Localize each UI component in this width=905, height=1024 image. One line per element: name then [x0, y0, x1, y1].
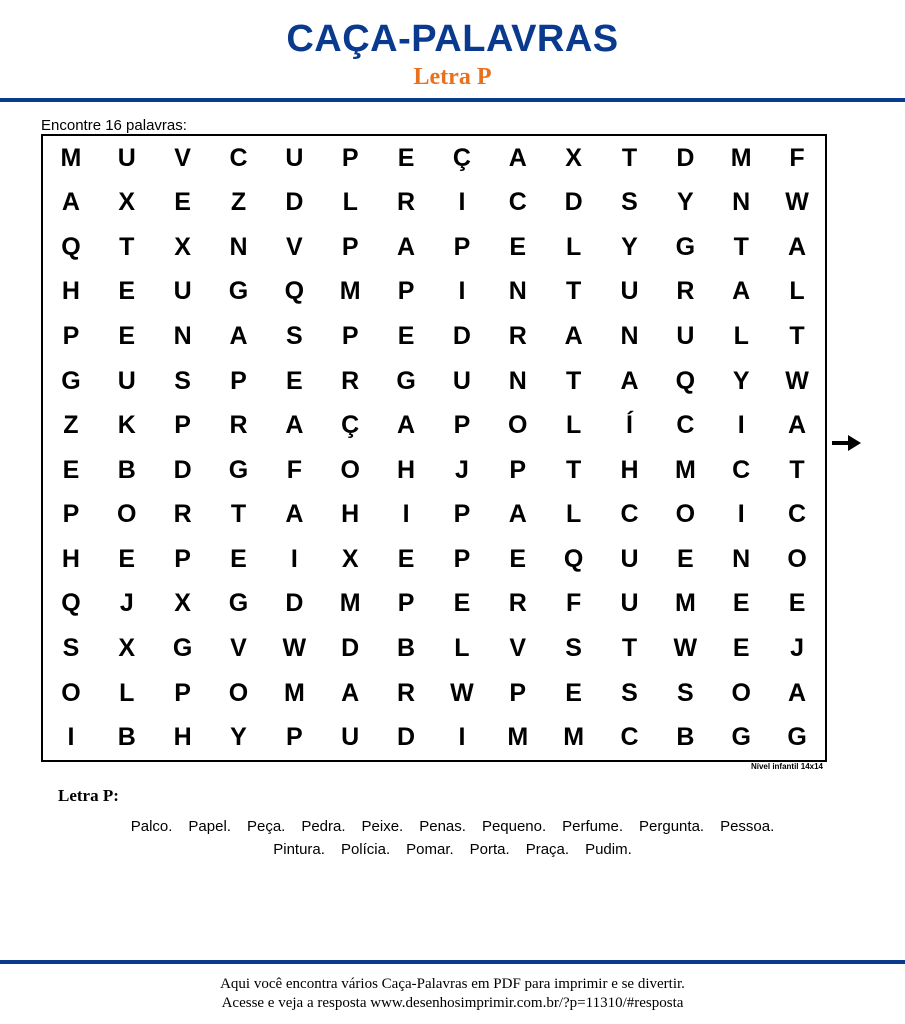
- grid-cell[interactable]: D: [452, 322, 471, 351]
- grid-cell[interactable]: E: [509, 544, 527, 573]
- word-item: Porta.: [469, 841, 510, 858]
- grid-cell[interactable]: Q: [61, 589, 81, 618]
- grid-cell[interactable]: A: [620, 366, 639, 395]
- grid-cell[interactable]: E: [732, 589, 750, 618]
- level-label: Nível infantil 14x14: [750, 762, 823, 771]
- grid-cell[interactable]: F: [286, 455, 302, 484]
- grid-cell[interactable]: M: [283, 678, 305, 707]
- grid-cell[interactable]: N: [620, 322, 639, 351]
- grid-cell[interactable]: L: [342, 188, 358, 217]
- grid-cell[interactable]: A: [508, 500, 527, 529]
- grid-cell[interactable]: P: [174, 678, 191, 707]
- grid-cell[interactable]: D: [676, 143, 695, 172]
- grid-cell[interactable]: G: [228, 277, 249, 306]
- word-item: Pessoa.: [720, 818, 775, 835]
- word-item: Palco.: [130, 818, 173, 835]
- word-list-line-2: [40, 838, 865, 861]
- top-divider: [0, 98, 905, 102]
- grid-cell[interactable]: O: [675, 500, 696, 529]
- grid-cell[interactable]: K: [117, 411, 136, 440]
- grid-cell[interactable]: V: [230, 634, 247, 663]
- grid-cell[interactable]: I: [458, 188, 466, 217]
- grid-cell[interactable]: O: [787, 544, 807, 573]
- grid-cell[interactable]: M: [674, 455, 696, 484]
- page-title: CAÇA-PALAVRAS: [286, 18, 619, 60]
- grid-cell[interactable]: A: [341, 678, 360, 707]
- grid-cell[interactable]: U: [117, 143, 136, 172]
- grid-cell[interactable]: Y: [677, 188, 694, 217]
- grid-cell[interactable]: R: [341, 366, 360, 395]
- grid-cell[interactable]: P: [341, 232, 359, 261]
- grid-cell[interactable]: A: [508, 143, 527, 172]
- grid-cell[interactable]: A: [61, 188, 80, 217]
- grid-cell[interactable]: T: [621, 634, 638, 663]
- word-list-line-1: [40, 815, 865, 838]
- grid-cell[interactable]: P: [286, 723, 303, 752]
- grid-cell[interactable]: B: [117, 455, 136, 484]
- grid-cell[interactable]: T: [230, 500, 247, 529]
- grid-cell[interactable]: A: [788, 411, 807, 440]
- letter-grid: [43, 136, 825, 760]
- word-item: Peixe.: [361, 818, 404, 835]
- grid-cell[interactable]: P: [397, 277, 415, 306]
- grid-cell[interactable]: E: [788, 589, 806, 618]
- grid-cell[interactable]: U: [341, 723, 360, 752]
- grid-cell[interactable]: X: [118, 188, 136, 217]
- grid-cell[interactable]: T: [565, 455, 582, 484]
- grid-cell[interactable]: P: [230, 366, 247, 395]
- word-item: Polícia.: [340, 841, 391, 858]
- grid-cell[interactable]: A: [788, 678, 807, 707]
- grid-cell[interactable]: U: [676, 322, 695, 351]
- grid-cell[interactable]: U: [285, 143, 304, 172]
- grid-cell[interactable]: H: [397, 455, 416, 484]
- grid-cell[interactable]: Y: [230, 723, 247, 752]
- grid-cell[interactable]: P: [62, 322, 80, 351]
- grid-cell[interactable]: X: [341, 544, 359, 573]
- word-search-board: [41, 134, 827, 762]
- grid-cell[interactable]: B: [676, 723, 695, 752]
- grid-cell[interactable]: Y: [732, 366, 750, 395]
- bottom-divider: [0, 960, 905, 964]
- grid-cell[interactable]: H: [61, 544, 80, 573]
- grid-cell[interactable]: D: [564, 188, 583, 217]
- grid-cell[interactable]: T: [565, 277, 582, 306]
- grid-cell[interactable]: V: [509, 634, 527, 663]
- footer: [0, 975, 905, 1013]
- grid-cell[interactable]: E: [397, 544, 415, 573]
- grid-cell[interactable]: J: [119, 589, 134, 618]
- grid-cell[interactable]: L: [454, 634, 470, 663]
- grid-cell[interactable]: E: [397, 322, 415, 351]
- grid-cell[interactable]: A: [564, 322, 583, 351]
- grid-cell[interactable]: T: [789, 322, 805, 351]
- grid-cell[interactable]: I: [402, 500, 410, 529]
- grid-cell[interactable]: M: [339, 277, 361, 306]
- grid-cell[interactable]: E: [174, 188, 191, 217]
- grid-cell[interactable]: X: [118, 634, 136, 663]
- grid-cell[interactable]: A: [229, 322, 248, 351]
- grid-cell[interactable]: V: [174, 143, 191, 172]
- grid-cell[interactable]: V: [286, 232, 303, 261]
- grid-cell[interactable]: U: [620, 544, 639, 573]
- grid-cell[interactable]: B: [117, 723, 136, 752]
- grid-cell[interactable]: O: [340, 455, 360, 484]
- grid-cell[interactable]: W: [673, 634, 698, 663]
- grid-cell[interactable]: D: [285, 589, 304, 618]
- grid-cell[interactable]: L: [789, 277, 805, 306]
- instruction-text: Encontre 16 palavras:: [41, 117, 187, 134]
- grid-cell[interactable]: E: [453, 589, 471, 618]
- grid-cell[interactable]: G: [172, 634, 193, 663]
- grid-cell[interactable]: N: [173, 322, 192, 351]
- grid-cell[interactable]: M: [339, 589, 361, 618]
- grid-cell[interactable]: D: [397, 723, 416, 752]
- grid-cell[interactable]: T: [789, 455, 805, 484]
- grid-cell[interactable]: R: [676, 277, 695, 306]
- grid-cell[interactable]: S: [621, 188, 638, 217]
- grid-cell[interactable]: H: [173, 723, 192, 752]
- grid-cell[interactable]: P: [397, 589, 415, 618]
- grid-cell[interactable]: S: [286, 322, 303, 351]
- word-item: Pequeno.: [481, 818, 547, 835]
- grid-cell[interactable]: G: [731, 723, 751, 752]
- grid-cell[interactable]: S: [62, 634, 80, 663]
- grid-cell[interactable]: T: [621, 143, 638, 172]
- grid-cell[interactable]: Q: [284, 277, 305, 306]
- grid-cell[interactable]: A: [732, 277, 751, 306]
- word-item: Perfume.: [562, 818, 624, 835]
- grid-cell[interactable]: U: [452, 366, 471, 395]
- grid-cell[interactable]: U: [620, 589, 639, 618]
- grid-cell[interactable]: O: [508, 411, 528, 440]
- grid-cell[interactable]: U: [620, 277, 639, 306]
- grid-cell[interactable]: S: [565, 634, 582, 663]
- grid-cell[interactable]: P: [509, 455, 527, 484]
- grid-cell[interactable]: A: [285, 411, 304, 440]
- grid-cell[interactable]: X: [565, 143, 582, 172]
- word-list: [40, 815, 865, 861]
- grid-cell[interactable]: W: [785, 188, 809, 217]
- grid-cell[interactable]: N: [508, 277, 527, 306]
- grid-cell[interactable]: M: [507, 723, 529, 752]
- grid-cell[interactable]: T: [733, 232, 749, 261]
- grid-cell[interactable]: U: [173, 277, 192, 306]
- grid-cell[interactable]: U: [117, 366, 136, 395]
- grid-cell[interactable]: C: [676, 411, 695, 440]
- grid-cell[interactable]: J: [790, 634, 805, 663]
- grid-cell[interactable]: R: [397, 678, 416, 707]
- grid-cell[interactable]: H: [620, 455, 639, 484]
- grid-cell[interactable]: G: [675, 232, 696, 261]
- grid-cell[interactable]: H: [341, 500, 360, 529]
- grid-cell[interactable]: O: [61, 678, 81, 707]
- grid-cell[interactable]: Z: [230, 188, 247, 217]
- grid-cell[interactable]: E: [677, 544, 694, 573]
- grid-cell[interactable]: S: [677, 678, 694, 707]
- word-item: Peça.: [246, 818, 286, 835]
- grid-cell[interactable]: I: [458, 723, 466, 752]
- grid-cell[interactable]: J: [454, 455, 469, 484]
- grid-cell[interactable]: Q: [563, 544, 584, 573]
- grid-cell[interactable]: E: [230, 544, 247, 573]
- grid-cell[interactable]: W: [785, 366, 809, 395]
- grid-cell[interactable]: O: [731, 678, 751, 707]
- grid-cell[interactable]: R: [508, 322, 527, 351]
- grid-cell[interactable]: L: [565, 500, 582, 529]
- grid-cell[interactable]: H: [61, 277, 80, 306]
- grid-cell[interactable]: P: [453, 500, 471, 529]
- grid-cell[interactable]: O: [117, 500, 137, 529]
- grid-cell[interactable]: G: [61, 366, 81, 395]
- grid-cell[interactable]: L: [565, 411, 582, 440]
- grid-cell[interactable]: L: [565, 232, 582, 261]
- grid-cell[interactable]: P: [174, 411, 191, 440]
- grid-cell[interactable]: F: [565, 589, 582, 618]
- grid-cell[interactable]: W: [282, 634, 307, 663]
- grid-cell[interactable]: C: [620, 500, 639, 529]
- word-item: Pudim.: [585, 841, 632, 858]
- grid-cell[interactable]: I: [737, 411, 745, 440]
- grid-cell[interactable]: E: [118, 544, 136, 573]
- word-item: Penas.: [419, 818, 466, 835]
- grid-cell[interactable]: W: [450, 678, 474, 707]
- footer-line-1: Aqui você encontra vários Caça-Palavras em PDF para imprimir e se divertir.: [220, 976, 685, 992]
- grid-cell[interactable]: I: [290, 544, 298, 573]
- grid-cell[interactable]: P: [509, 678, 527, 707]
- grid-cell[interactable]: B: [397, 634, 416, 663]
- page-subtitle: Letra P: [413, 64, 492, 90]
- grid-cell[interactable]: M: [60, 143, 82, 172]
- grid-cell[interactable]: Y: [621, 232, 638, 261]
- grid-cell[interactable]: N: [508, 366, 527, 395]
- grid-cell[interactable]: E: [509, 232, 527, 261]
- grid-cell[interactable]: E: [118, 322, 136, 351]
- grid-cell[interactable]: A: [397, 411, 416, 440]
- grid-cell[interactable]: C: [229, 143, 248, 172]
- grid-cell[interactable]: N: [732, 544, 751, 573]
- grid-cell[interactable]: G: [787, 723, 807, 752]
- grid-cell[interactable]: P: [341, 322, 359, 351]
- word-item: Praça.: [525, 841, 570, 858]
- grid-cell[interactable]: M: [563, 723, 585, 752]
- grid-cell[interactable]: Q: [61, 232, 81, 261]
- grid-cell[interactable]: L: [733, 322, 749, 351]
- grid-cell[interactable]: I: [737, 500, 745, 529]
- grid-cell[interactable]: G: [228, 589, 249, 618]
- grid-cell[interactable]: A: [285, 500, 304, 529]
- grid-cell[interactable]: R: [508, 589, 527, 618]
- grid-cell[interactable]: S: [621, 678, 638, 707]
- grid-cell[interactable]: G: [396, 366, 416, 395]
- grid-cell[interactable]: X: [174, 589, 191, 618]
- grid-cell[interactable]: D: [341, 634, 360, 663]
- grid-cell[interactable]: R: [397, 188, 416, 217]
- grid-cell[interactable]: P: [453, 411, 471, 440]
- grid-cell[interactable]: P: [453, 232, 471, 261]
- grid-cell[interactable]: G: [228, 455, 249, 484]
- grid-cell[interactable]: M: [674, 589, 696, 618]
- grid-cell[interactable]: T: [119, 232, 135, 261]
- grid-cell[interactable]: C: [788, 500, 807, 529]
- grid-cell[interactable]: Í: [626, 411, 633, 440]
- grid-cell[interactable]: C: [508, 188, 527, 217]
- grid-cell[interactable]: A: [397, 232, 416, 261]
- grid-cell[interactable]: L: [119, 678, 135, 707]
- arrow-right-icon: [830, 432, 862, 454]
- word-item: Papel.: [188, 818, 231, 835]
- grid-cell[interactable]: X: [174, 232, 191, 261]
- grid-cell[interactable]: E: [397, 143, 415, 172]
- word-item: Pedra.: [301, 818, 346, 835]
- grid-cell[interactable]: P: [62, 500, 80, 529]
- grid-cell[interactable]: N: [732, 188, 751, 217]
- grid-cell[interactable]: Ç: [341, 411, 360, 440]
- grid-cell[interactable]: P: [341, 143, 359, 172]
- grid-cell[interactable]: C: [732, 455, 751, 484]
- grid-cell[interactable]: E: [732, 634, 750, 663]
- grid-cell[interactable]: N: [229, 232, 248, 261]
- grid-cell[interactable]: D: [285, 188, 304, 217]
- grid-cell[interactable]: R: [173, 500, 192, 529]
- grid-cell[interactable]: P: [174, 544, 191, 573]
- word-item: Pintura.: [273, 841, 325, 858]
- grid-cell[interactable]: E: [286, 366, 303, 395]
- grid-cell[interactable]: D: [173, 455, 192, 484]
- grid-cell[interactable]: P: [453, 544, 471, 573]
- grid-cell[interactable]: R: [229, 411, 248, 440]
- grid-cell[interactable]: I: [67, 723, 75, 752]
- grid-cell[interactable]: T: [565, 366, 582, 395]
- grid-cell[interactable]: Z: [63, 411, 79, 440]
- grid-cell[interactable]: Ç: [452, 143, 471, 172]
- word-item: Pergunta.: [639, 818, 705, 835]
- grid-cell[interactable]: F: [789, 143, 805, 172]
- word-list-heading: Letra P:: [58, 786, 119, 805]
- grid-cell[interactable]: E: [118, 277, 136, 306]
- grid-cell[interactable]: E: [565, 678, 582, 707]
- footer-line-2: Acesse e veja a resposta www.desenhosimprimir.com.br/?p=11310/#resposta: [221, 995, 684, 1011]
- word-item: Pomar.: [406, 841, 454, 858]
- grid-cell[interactable]: O: [228, 678, 249, 707]
- grid-cell[interactable]: M: [730, 143, 752, 172]
- grid-cell[interactable]: Q: [675, 366, 696, 395]
- grid-cell[interactable]: S: [174, 366, 191, 395]
- grid-cell[interactable]: A: [788, 232, 807, 261]
- grid-cell[interactable]: C: [620, 723, 639, 752]
- grid-cell[interactable]: E: [62, 455, 80, 484]
- grid-cell[interactable]: I: [458, 277, 466, 306]
